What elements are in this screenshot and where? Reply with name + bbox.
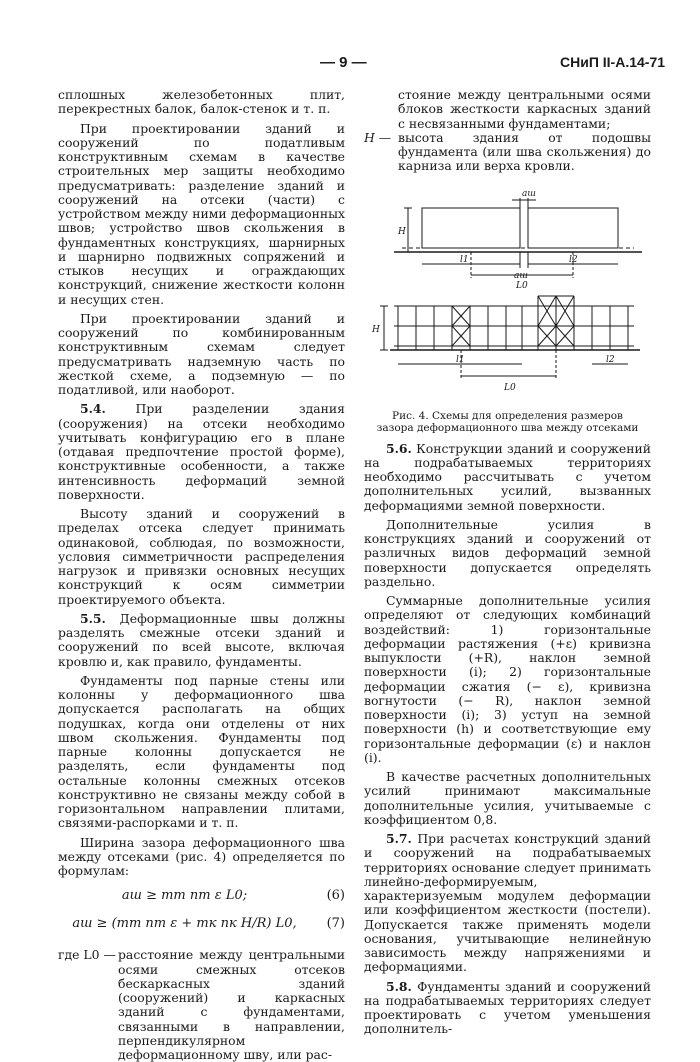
paragraph-5-7	[364, 832, 651, 975]
label-l1-top: l1	[460, 254, 469, 265]
paragraph: При проектировании зданий и сооружений по комбинированным конструктивным схемам следует предусматривать надземную часть по жесткой схеме, а подземную — по податливой, или наоборот.	[58, 310, 345, 397]
left-column	[58, 88, 345, 1062]
paragraph-text: При расчетах конструкций зданий и сооружений на подрабатываемых территориях основание следует принимать линейно-деформируемым, характеризуемым модулем деформации или коэффициентом жесткости (постели). Допускается также применять модели основания, учитывающие нелинейную зависимость между напряжениями и деформациями.	[364, 831, 651, 975]
label-l2-top: l2	[569, 254, 578, 265]
section-number: 5.6.	[386, 440, 412, 456]
label-H-bottom: H	[372, 324, 380, 335]
paragraph-5-6	[364, 442, 651, 513]
paragraph-text: Фундаменты зданий и сооружений на подрабатываемых территориях следует проектировать с учетом уменьшения дополнитель-	[364, 978, 651, 1037]
section-number: 5.7.	[386, 831, 412, 846]
definition-term: где L0 —	[58, 947, 116, 963]
definition-term: H —	[364, 129, 392, 145]
paragraph-text: Деформационные швы должны разделять смежные отсеки зданий и сооружений по всей высоте, включая кровлю и, как правило, фундаменты.	[58, 610, 345, 669]
label-l2-bottom: l2	[606, 354, 615, 365]
paragraph: Суммарные дополнительные усилия определяют от следующих комбинаций воздействий: 1) горизонтальные деформации растяжения (+ε) кривизна выпуклости (+R), наклон земной поверхности (i); 2) горизонтальные деформации сжатия (− ε), кривизна вогнутости (− R), наклон земной поверхности (i); 3) уступ на земной поверхности (h) и соответствующие ему горизонтальные деформации (ε) и наклон (i).	[364, 593, 651, 765]
paragraph: сплошных железобетонных плит, перекрестных балок, балок-стенок и т. п.	[58, 87, 345, 117]
paragraph-5-8	[364, 980, 651, 1037]
formula-expression: aш ≥ mт nт ε L0;	[121, 888, 248, 904]
formula-expression: aш ≥ (mт nт ε + mк nк H/R) L0,	[72, 916, 297, 932]
formula-number: (7)	[326, 916, 345, 932]
paragraph-5-5	[58, 612, 345, 669]
block-right	[528, 208, 618, 248]
formula-7	[58, 914, 345, 936]
document-code: СНиП II-А.14-71	[560, 54, 666, 70]
paragraph: Дополнительные усилия в конструкциях зданий и сооружений от различных видов деформаций земной поверхности допускается определять раздельно.	[364, 516, 651, 589]
label-L0-bottom: L0	[504, 382, 516, 393]
formula-6	[58, 886, 345, 908]
definition-text: высота здания от подошвы фундамента (или шва скольжения) до карниза или верха кровли.	[398, 129, 651, 174]
block-left	[422, 208, 520, 248]
paragraph: Фундаменты под парные стены или колонны у деформационного шва допускается располагать на общих подушках, когда они отделены от них швом скольжения. Фундаменты под парные колонны допускается не разделять, если фундаменты под остальные колонны смежных отсеков конструктивно не связаны между собой в горизонтальном направлении плитами, связями-распорками и т. п.	[58, 672, 345, 831]
definition-text: расстояние между центральными осями смежных отсеков бескаркасных зданий (сооружений) и каркасных зданий с фундаментами, связанными в направлении, перпендикулярном деформационному шву, или рас-	[118, 947, 345, 1062]
paragraph-5-4	[58, 402, 345, 502]
paragraph: В качестве расчетных дополнительных усилий принимают максимальные дополнительные усилия, учитываемые с коэффициентом 0,8.	[364, 769, 651, 827]
section-number: 5.5.	[80, 610, 106, 626]
label-L0-top: L0	[516, 280, 528, 291]
section-number: 5.8.	[386, 978, 412, 994]
right-column	[364, 88, 651, 1037]
paragraph: Высоту зданий и сооружений в пределах отсека следует принимать одинаковой, соблюдая, по возможности, условия симметричности распределения нагрузок и привязки основных несущих конструкций к осям симметрии проектируемого объекта.	[58, 506, 345, 607]
section-number: 5.4.	[80, 401, 106, 417]
label-l1-bottom: l1	[456, 354, 465, 365]
figure-4	[364, 178, 651, 406]
label-H-top: H	[398, 226, 406, 237]
formula-number: (6)	[326, 888, 345, 904]
page-header	[0, 54, 700, 76]
definition-L0	[58, 948, 345, 1062]
figure-caption: Рис. 4. Схемы для определения размеров зазора деформационного шва между отсеками	[376, 409, 639, 434]
paragraph: Ширина зазора деформационного шва между отсеками (рис. 4) определяется по формулам:	[58, 834, 345, 878]
definition-continuation	[364, 88, 651, 131]
page-number: — 9 —	[320, 54, 367, 71]
paragraph-text: При разделении здания (сооружения) на отсеки необходимо учитывать конфигурацию его в плане (отдавая предпочтение простой форме), конструктивные особенности, а также интенсивность деформаций земной поверхности.	[58, 401, 345, 502]
frame-columns	[398, 296, 628, 350]
definition-text: стояние между центральными осями блоков жесткости каркасных зданий с несвязанными фундаментами;	[398, 87, 651, 131]
paragraph-text: Конструкции зданий и сооружений на подрабатываемых территориях необходимо рассчитывать с учетом дополнительных усилий, вызванных деформациями земной поверхности.	[364, 440, 651, 513]
paragraph: При проектировании зданий и сооружений по податливым конструктивным схемам в качестве строительных мер защиты необходимо предусматривать: разделение зданий и сооружений на отсеки (части) с устройством между ними деформационных швов; устройство швов скольжения в фундаментных конструкциях, шарнирных и шарнирно подвижных сопряжений и стыков несущих и ограждающих конструкций, снижение жесткости колонн и несущих стен.	[58, 120, 345, 307]
joint-diagram	[364, 178, 651, 406]
label-a-top: aш	[522, 188, 536, 199]
label-a-mid: aш	[514, 270, 528, 281]
definition-H	[364, 131, 651, 174]
